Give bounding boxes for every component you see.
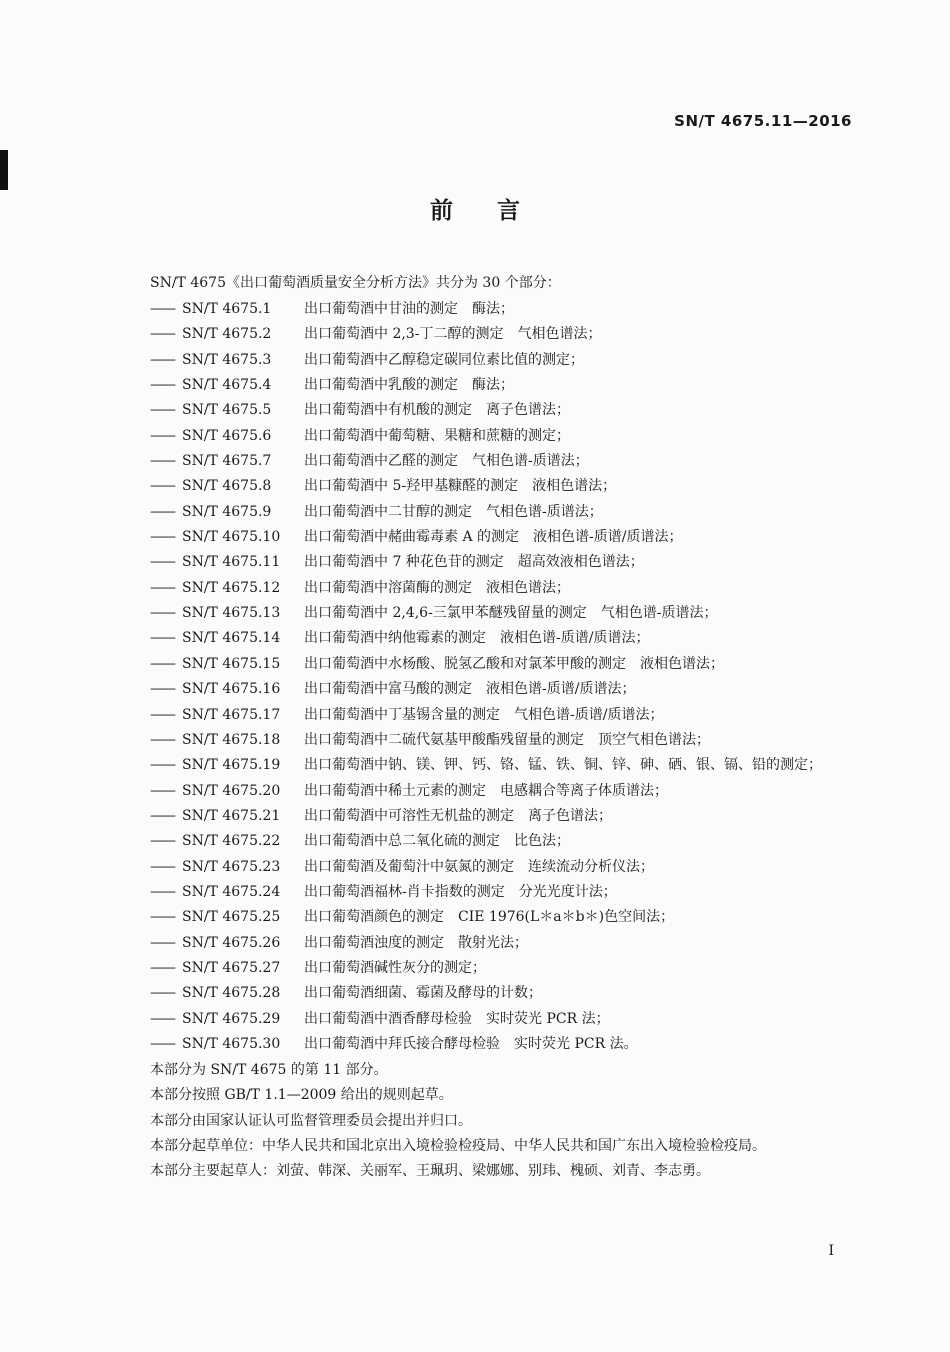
part-code: SN/T 4675.29 [182,1010,281,1027]
list-dash: —— [150,377,174,394]
list-item [150,525,822,550]
list-item [150,880,822,905]
parts-list [150,297,822,1057]
part-code: SN/T 4675.26 [182,934,281,951]
part-title: 出口葡萄酒中乙醛的测定 气相色谱-质谱法； [304,453,589,470]
part-code: SN/T 4675.2 [182,326,272,343]
list-dash: —— [150,909,174,926]
list-item [150,981,822,1006]
part-code: SN/T 4675.12 [182,579,281,596]
list-dash: —— [150,1035,174,1052]
part-title: 出口葡萄酒及葡萄汁中氨氮的测定 连续流动分析仪法； [304,858,654,875]
part-code: SN/T 4675.20 [182,782,281,799]
part-title: 出口葡萄酒中 5-羟甲基糠醛的测定 液相色谱法； [304,478,617,495]
list-item [150,931,822,956]
scan-edge-mark [0,150,8,190]
list-dash: —— [150,681,174,698]
list-item [150,829,822,854]
list-item [150,601,822,626]
part-title: 出口葡萄酒中乙醇稳定碳同位素比值的测定； [304,351,584,368]
part-title: 出口葡萄酒中葡萄糖、果糖和蔗糖的测定； [304,427,570,444]
list-item [150,449,822,474]
list-dash: —— [150,883,174,900]
part-code: SN/T 4675.17 [182,706,281,723]
part-code: SN/T 4675.10 [182,529,281,546]
part-code: SN/T 4675.8 [182,478,272,495]
part-title: 出口葡萄酒中甘油的测定 酶法； [304,301,514,317]
part-code: SN/T 4675.27 [182,959,281,976]
page-number: I [828,1243,834,1259]
part-code: SN/T 4675.25 [182,909,281,926]
list-item [150,1032,822,1057]
part-code: SN/T 4675.13 [182,605,281,622]
list-item [150,424,822,449]
list-dash: —— [150,985,174,1002]
part-code: SN/T 4675.28 [182,985,281,1002]
list-item [150,500,822,525]
part-title: 出口葡萄酒中 2,4,6-三氯甲苯醚残留量的测定 气相色谱-质谱法； [304,605,718,622]
list-dash: —— [150,630,174,647]
part-code: SN/T 4675.19 [182,757,281,774]
part-title: 出口葡萄酒中总二氧化硫的测定 比色法； [304,833,570,850]
part-code: SN/T 4675.3 [182,351,272,368]
standard-code: SN/T 4675.11—2016 [674,112,852,130]
list-item [150,728,822,753]
part-title: 出口葡萄酒中钠、镁、钾、钙、铬、锰、铁、铜、锌、砷、硒、银、镉、铅的测定； [304,757,822,774]
list-dash: —— [150,757,174,774]
list-item [150,297,822,322]
part-title: 出口葡萄酒中有机酸的测定 离子色谱法； [304,402,570,419]
list-item [150,576,822,601]
list-item [150,956,822,981]
part-code: SN/T 4675.21 [182,807,281,824]
list-item [150,1007,822,1032]
list-item [150,550,822,575]
part-title: 出口葡萄酒中二硫代氨基甲酸酯残留量的测定 顶空气相色谱法； [304,731,710,748]
part-code: SN/T 4675.23 [182,858,281,875]
part-title: 出口葡萄酒福林-肖卡指数的测定 分光光度计法； [304,883,617,900]
closing-paragraphs [118,1058,858,1185]
part-code: SN/T 4675.14 [182,630,281,647]
part-code: SN/T 4675.11 [182,554,281,571]
list-item [150,398,822,423]
list-dash: —— [150,807,174,824]
list-item [150,626,822,651]
part-title: 出口葡萄酒中拜氏接合酵母检验 实时荧光 PCR 法。 [304,1035,638,1052]
part-code: SN/T 4675.22 [182,833,281,850]
paragraph-part-number: 本部分为 SN/T 4675 的第 11 部分。 [150,1062,388,1078]
part-title: 出口葡萄酒中稀土元素的测定 电感耦合等离子体质谱法； [304,782,668,799]
part-code: SN/T 4675.7 [182,453,272,470]
list-dash: —— [150,782,174,799]
paragraph-drafting-rules: 本部分按照 GB/T 1.1—2009 给出的规则起草。 [150,1087,453,1104]
list-dash: —— [150,326,174,343]
list-dash: —— [150,579,174,596]
part-title: 出口葡萄酒中水杨酸、脱氢乙酸和对氯苯甲酸的测定 液相色谱法； [304,655,724,672]
part-title: 出口葡萄酒浊度的测定 散射光法； [304,934,528,951]
list-dash: —— [150,554,174,571]
list-item [150,905,822,930]
part-code: SN/T 4675.30 [182,1035,281,1052]
part-title: 出口葡萄酒碱性灰分的测定； [304,959,486,976]
list-item [150,804,822,829]
list-item [150,677,822,702]
list-dash: —— [150,351,174,368]
part-code: SN/T 4675.9 [182,503,272,520]
list-dash: —— [150,934,174,951]
part-code: SN/T 4675.1 [182,301,272,317]
list-dash: —— [150,1010,174,1027]
list-item [150,348,822,373]
part-code: SN/T 4675.6 [182,427,272,444]
list-dash: —— [150,731,174,748]
part-title: 出口葡萄酒中纳他霉素的测定 液相色谱-质谱/质谱法； [304,630,650,647]
part-title: 出口葡萄酒中富马酸的测定 液相色谱-质谱/质谱法； [304,681,636,698]
part-title: 出口葡萄酒中二甘醇的测定 气相色谱-质谱法； [304,503,603,520]
part-code: SN/T 4675.18 [182,731,281,748]
part-title: 出口葡萄酒颜色的测定 CIE 1976(L＊a＊b＊)色空间法； [304,909,675,926]
part-title: 出口葡萄酒中 7 种花色苷的测定 超高效液相色谱法； [304,554,644,571]
part-title: 出口葡萄酒中丁基锡含量的测定 气相色谱-质谱/质谱法； [304,706,664,723]
list-dash: —— [150,301,174,317]
list-dash: —— [150,529,174,546]
list-dash: —— [150,402,174,419]
list-dash: —— [150,706,174,723]
list-dash: —— [150,453,174,470]
part-title: 出口葡萄酒中乳酸的测定 酶法； [304,377,514,394]
part-code: SN/T 4675.16 [182,681,281,698]
part-code: SN/T 4675.15 [182,655,281,672]
list-item [150,855,822,880]
list-dash: —— [150,605,174,622]
list-item [150,703,822,728]
intro-paragraph: SN/T 4675《出口葡萄酒质量安全分析方法》共分为 30 个部分： [150,275,561,291]
part-code: SN/T 4675.5 [182,402,272,419]
list-item [150,322,822,347]
list-dash: —— [150,858,174,875]
part-code: SN/T 4675.24 [182,883,281,900]
part-title: 出口葡萄酒细菌、霉菌及酵母的计数； [304,985,542,1002]
list-item [150,474,822,499]
list-dash: —— [150,478,174,495]
part-title: 出口葡萄酒中 2,3-丁二醇的测定 气相色谱法； [304,326,602,343]
paragraph-proposer: 本部分由国家认证认可监督管理委员会提出并归口。 [150,1112,472,1129]
list-dash: —— [150,833,174,850]
paragraph-drafting-units: 本部分起草单位：中华人民共和国北京出入境检验检疫局、中华人民共和国广东出入境检验检疫局。 [150,1138,766,1155]
list-dash: —— [150,427,174,444]
paragraph-drafters: 本部分主要起草人：刘萤、韩深、关丽军、王珮玥、梁娜娜、别玮、槐硕、刘青、李志勇。 [150,1163,710,1180]
list-item [150,652,822,677]
part-title: 出口葡萄酒中赭曲霉毒素 A 的测定 液相色谱-质谱/质谱法； [304,529,683,546]
part-title: 出口葡萄酒中酒香酵母检验 实时荧光 PCR 法； [304,1010,610,1027]
list-item [150,373,822,398]
list-dash: —— [150,503,174,520]
part-title: 出口葡萄酒中可溶性无机盐的测定 离子色谱法； [304,807,612,824]
part-title: 出口葡萄酒中溶菌酶的测定 液相色谱法； [304,579,570,596]
list-item [150,779,822,804]
list-dash: —— [150,655,174,672]
list-dash: —— [150,959,174,976]
page-title: 前言 [430,198,564,224]
part-code: SN/T 4675.4 [182,377,272,394]
list-item [150,753,822,778]
